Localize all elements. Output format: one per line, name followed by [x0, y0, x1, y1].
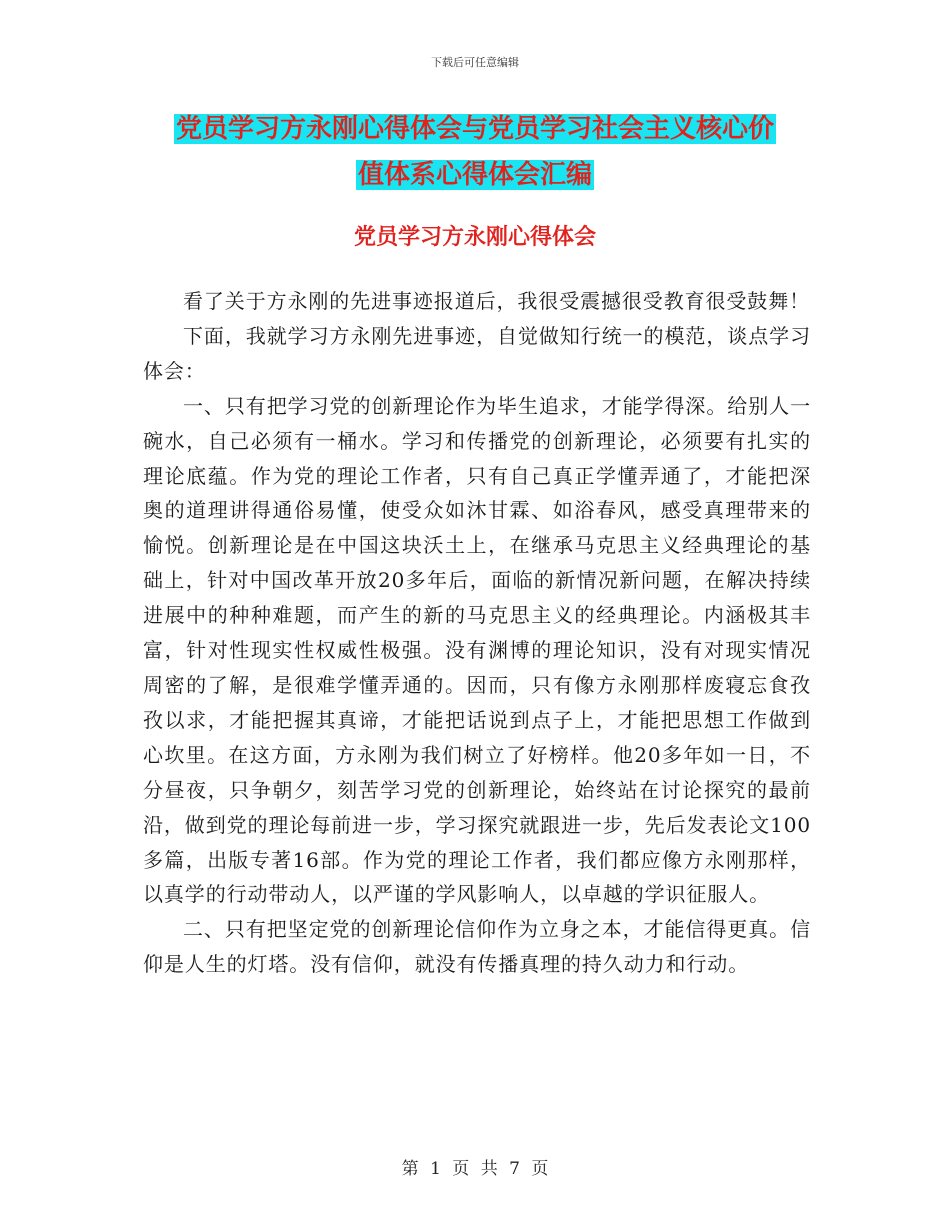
- body-text: [143, 284, 811, 982]
- paragraph: 一、只有把学习党的创新理论作为毕生追求，才能学得深。给别人一碗水，自己必须有一桶水。学习和传播党的创新理论，必须要有扎实的理论底蕴。作为党的理论工作者，只有自己真正学懂弄通了，才能把深奥的道理讲得通俗易懂，使受众如沐甘霖、如浴春风，感受真理带来的愉悦。创新理论是在中国这块沃土上，在继承马克思主义经典理论的基础上，针对中国改革开放20多年后，面临的新情况新问题，在解决持续进展中的种种难题，而产生的新的马克思主义的经典理论。内涵极其丰富，针对性现实性权威性极强。没有渊博的理论知识，没有对现实情况周密的了解，是很难学懂弄通的。因而，只有像方永刚那样废寝忘食孜孜以求，才能把握其真谛，才能把话说到点子上，才能把思想工作做到心坎里。在这方面，方永刚为我们树立了好榜样。他20多年如一日，不分昼夜，只争朝夕，刻苦学习党的创新理论，始终站在讨论探究的最前沿，做到党的理论每前进一步，学习探究就跟进一步，先后发表论文100多篇，出版专著16部。作为党的理论工作者，我们都应像方永刚那样，以真学的行动带动人，以严谨的学风影响人，以卓越的学识征服人。: [143, 393, 811, 907]
- main-title-line-2: 值体系心得体会汇编: [357, 160, 592, 190]
- paragraph: 看了关于方永刚的先进事迹报道后，我很受震撼很受教育很受鼓舞！: [183, 289, 810, 313]
- page-footer: 第 1 页 共 7 页: [401, 1159, 549, 1179]
- main-title: [150, 106, 800, 198]
- header-note: 下载后可任意编辑: [431, 56, 519, 69]
- paragraph: 下面，我就学习方永刚先进事迹，自觉做知行统一的模范，谈点学习体会：: [143, 323, 811, 383]
- section-title: 党员学习方永刚心得体会: [353, 225, 596, 250]
- paragraph: 二、只有把坚定党的创新理论信仰作为立身之本，才能信得更真。信仰是人生的灯塔。没有信仰，就没有传播真理的持久动力和行动。: [143, 917, 811, 977]
- main-title-line-1: 党员学习方永刚心得体会与党员学习社会主义核心价: [175, 114, 774, 144]
